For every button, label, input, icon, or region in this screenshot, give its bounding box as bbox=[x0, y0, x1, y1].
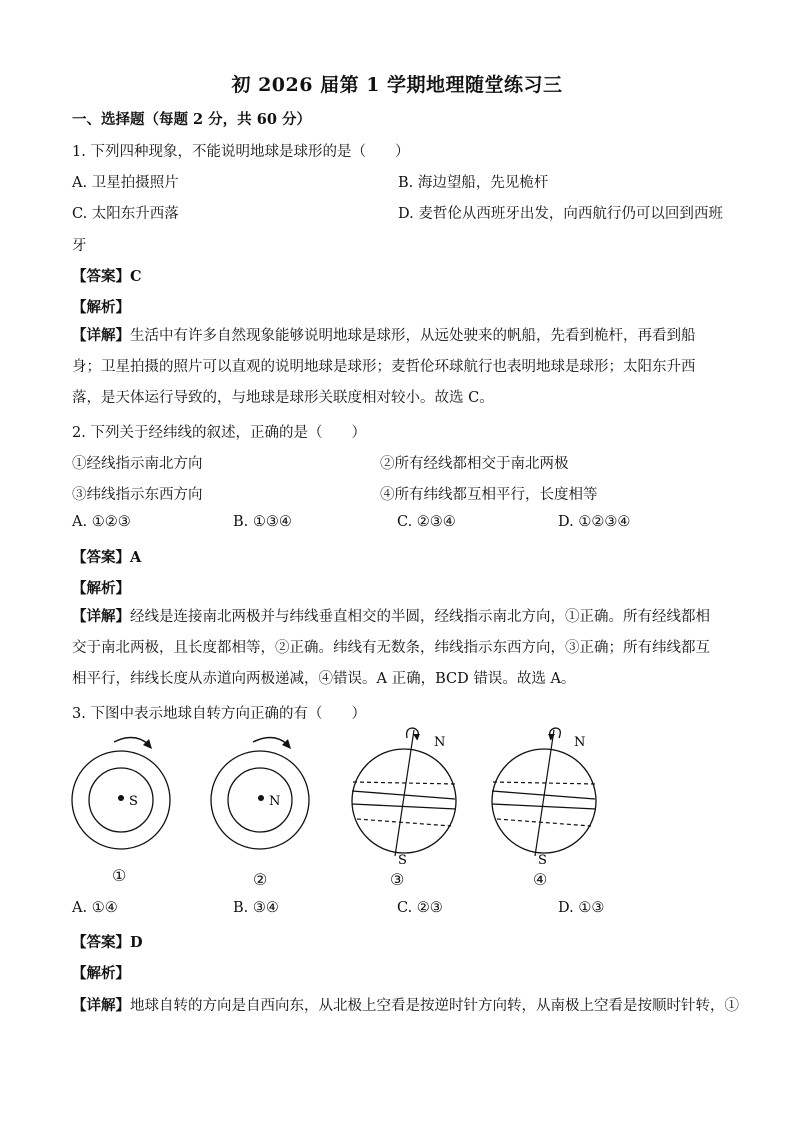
fig3-equator-lower bbox=[352, 804, 456, 809]
section-heading: 一、选择题（每题 2 分，共 60 分） bbox=[72, 111, 311, 128]
q3-option-b: B. ③④ bbox=[233, 900, 279, 916]
page-title: 初 2026 届第 1 学期地理随堂练习三 bbox=[231, 74, 563, 96]
fig2-pole-dot bbox=[258, 795, 264, 801]
fig3-latitude-north bbox=[353, 782, 456, 784]
fig4-south-label: S bbox=[538, 853, 547, 868]
fig2-rotation-arrow bbox=[253, 737, 287, 744]
fig2-pole-label: N bbox=[269, 794, 281, 809]
q1-option-d: D. 麦哲伦从西班牙出发，向西航行仍可以回到西班 bbox=[398, 206, 723, 222]
q3-option-a: A. ①④ bbox=[72, 900, 118, 916]
q3-option-d: D. ①③ bbox=[558, 900, 605, 916]
q1-detail-tag: 【详解】 bbox=[72, 327, 130, 344]
q3-stem: 3. 下图中表示地球自转方向正确的有（ ） bbox=[72, 706, 366, 722]
figure-3-side-view bbox=[345, 722, 475, 872]
q2-statement-2: ②所有经线都相交于南北两极 bbox=[380, 456, 569, 472]
fig4-equator-lower bbox=[492, 804, 596, 809]
q1-answer: 【答案】C bbox=[72, 268, 142, 285]
q2-detail bbox=[72, 601, 722, 695]
q2-option-b: B. ①③④ bbox=[233, 514, 292, 530]
figure-1-label: ① bbox=[112, 866, 127, 885]
fig3-north-label: N bbox=[434, 735, 446, 750]
q1-stem: 1. 下列四种现象，不能说明地球是球形的是（ ） bbox=[72, 144, 410, 160]
q2-detail-text: 经线是连接南北两极并与纬线垂直相交的半圆，经线指示南北方向，①正确。所有经线都相交于南北两极，且长度都相等，②正确。纬线有无数条，纬线指示东西方向，③正确；所有纬线都互相平行，纬线长度从赤道向两极递减，④错误。A 正确，BCD 错误。故选 A。 bbox=[72, 609, 710, 687]
q2-option-d: D. ①②③④ bbox=[558, 514, 631, 530]
q1-detail bbox=[72, 320, 722, 414]
q2-detail-tag: 【详解】 bbox=[72, 608, 130, 625]
q3-option-c: C. ②③ bbox=[397, 900, 443, 916]
q1-analysis-heading: 【解析】 bbox=[72, 299, 130, 316]
q3-detail-tag: 【详解】 bbox=[72, 997, 130, 1014]
fig4-latitude-south bbox=[497, 819, 591, 826]
fig4-globe bbox=[492, 749, 596, 853]
q3-analysis-heading: 【解析】 bbox=[72, 965, 130, 982]
fig4-spin-arrowhead bbox=[548, 734, 555, 740]
q2-analysis-heading: 【解析】 bbox=[72, 580, 130, 597]
fig3-globe bbox=[352, 749, 456, 853]
q1-option-c: C. 太阳东升西落 bbox=[72, 206, 179, 222]
q2-answer: 【答案】A bbox=[72, 549, 142, 566]
figure-2-label: ② bbox=[253, 870, 268, 889]
q3-answer: 【答案】D bbox=[72, 934, 143, 951]
q2-option-c: C. ②③④ bbox=[397, 514, 456, 530]
q3-detail bbox=[72, 994, 739, 1015]
fig3-south-label: S bbox=[398, 853, 407, 868]
fig1-pole-dot bbox=[118, 795, 124, 801]
q3-detail-text: 地球自转的方向是自西向东，从北极上空看是按逆时针方向转，从南极上空看是按顺时针转，① bbox=[130, 998, 739, 1014]
q2-statement-3: ③纬线指示东西方向 bbox=[72, 487, 203, 503]
q1-option-d-continued: 牙 bbox=[72, 238, 87, 254]
q2-statement-4: ④所有纬线都互相平行，长度相等 bbox=[380, 487, 598, 503]
q1-option-b: B. 海边望船，先见桅杆 bbox=[398, 175, 549, 191]
fig1-pole-label: S bbox=[129, 794, 138, 809]
fig4-north-label: N bbox=[574, 735, 586, 750]
figure-4-side-view bbox=[485, 722, 615, 872]
figure-1-south-pole-view bbox=[66, 728, 186, 868]
fig3-spin-arrowhead bbox=[413, 734, 420, 740]
fig1-rotation-arrow bbox=[114, 737, 148, 744]
q2-statement-1: ①经线指示南北方向 bbox=[72, 456, 203, 472]
figure-2-north-pole-view bbox=[205, 728, 325, 868]
fig3-latitude-south bbox=[357, 819, 451, 826]
figure-3-label: ③ bbox=[390, 870, 405, 889]
q2-stem: 2. 下列关于经纬线的叙述，正确的是（ ） bbox=[72, 425, 366, 441]
fig4-latitude-north bbox=[493, 782, 596, 784]
q1-option-a: A. 卫星拍摄照片 bbox=[72, 175, 179, 191]
q1-detail-text: 生活中有许多自然现象能够说明地球是球形，从远处驶来的帆船，先看到桅杆，再看到船身；卫星拍摄的照片可以直观的说明地球是球形；麦哲伦环球航行也表明地球是球形；太阳东升西落，是天体运行导致的，与地球是球形关联度相对较小。故选 C。 bbox=[72, 328, 696, 406]
figure-4-label: ④ bbox=[533, 870, 548, 889]
q2-option-a: A. ①②③ bbox=[72, 514, 131, 530]
